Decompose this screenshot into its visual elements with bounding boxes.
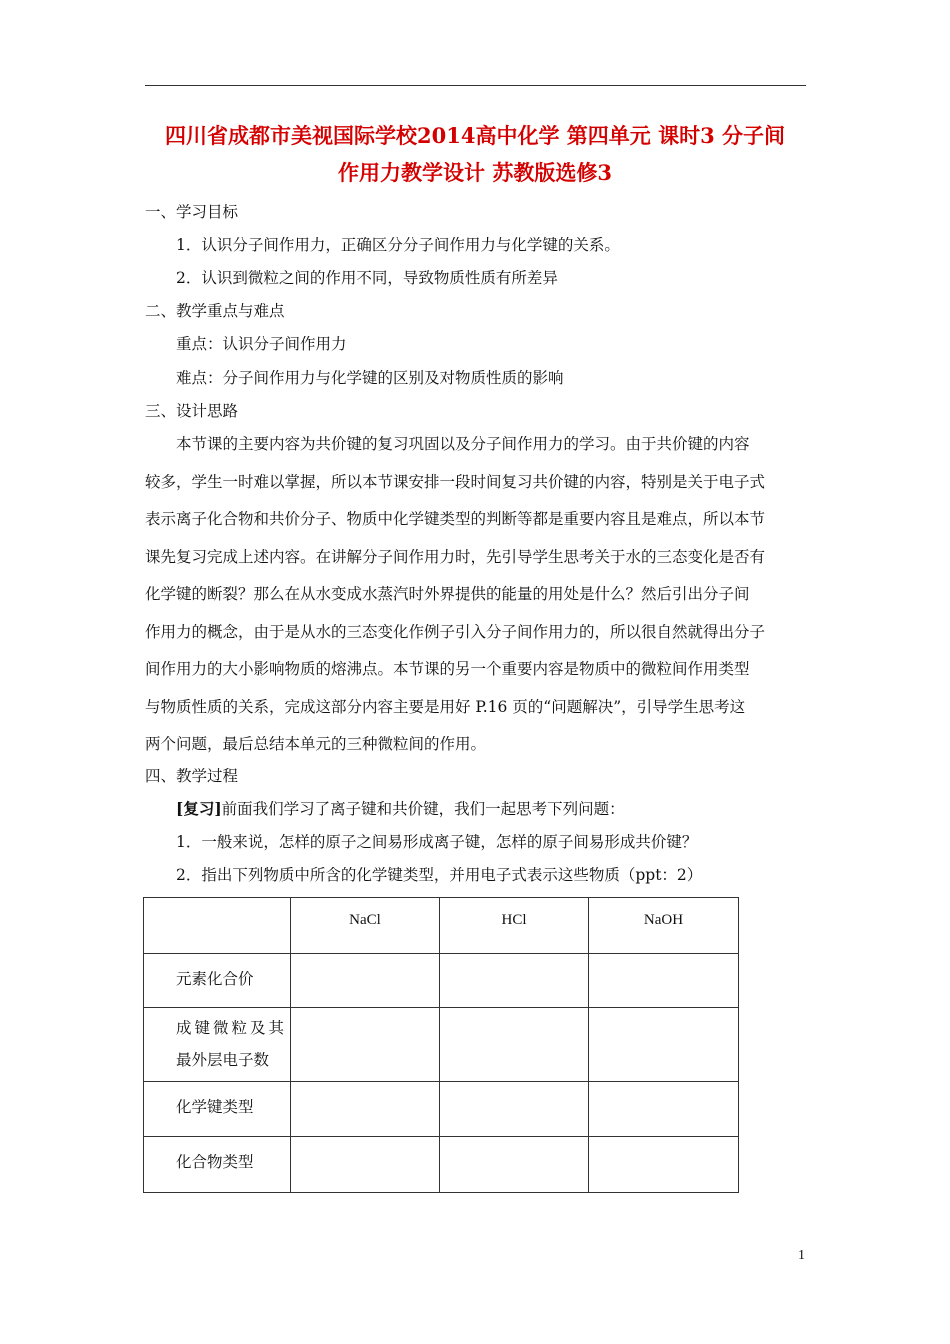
column-header-hcl: HCl [440, 898, 589, 954]
row-label-particles-line-2: 最外层电子数 [176, 1051, 270, 1069]
paragraph-line: 作用力的概念，由于是从水的三态变化作例子引入分子间作用力的，所以很自然就得出分子 [145, 622, 766, 641]
paragraph-line: 两个问题，最后总结本单元的三种微粒间的作用。 [145, 735, 487, 753]
review-text: 前面我们学习了离子键和共价键，我们一起思考下列问题： [221, 800, 625, 818]
section-3-heading: 三、设计思路 [145, 402, 239, 420]
row-label-compound-type: 化合物类型 [144, 1137, 291, 1193]
bond-table [143, 897, 739, 1193]
question-1: 1．一般来说，怎样的原子之间易形成离子键，怎样的原子间易形成共价键？ [176, 833, 698, 851]
table-row [144, 1137, 739, 1193]
paragraph-line: 较多，学生一时难以掌握，所以本节课安排一段时间复习共价键的内容，特别是关于电子式 [145, 472, 766, 491]
table-cell [589, 1137, 739, 1193]
key-point: 重点：认识分子间作用力 [176, 335, 347, 353]
table-cell [589, 1082, 739, 1137]
paragraph-line: 与物质性质的关系，完成这部分内容主要是用好 P.16 页的“问题解决”，引导学生思考这 [145, 697, 746, 716]
table-cell [291, 954, 440, 1008]
objective-2: 2．认识到微粒之间的作用不同，导致物质性质有所差异 [176, 269, 558, 287]
paragraph-line: 间作用力的大小影响物质的熔沸点。本节课的另一个重要内容是物质中的微粒间作用类型 [145, 660, 750, 678]
header-rule [145, 85, 806, 86]
review-tag: [复习] [176, 799, 222, 818]
question-2: 2．指出下列物质中所含的化学键类型，并用电子式表示这些物质（ppt：2） [176, 866, 703, 884]
section-1-heading: 一、学习目标 [145, 203, 239, 221]
section-2-heading: 二、教学重点与难点 [145, 302, 285, 320]
paragraph-line: 课先复习完成上述内容。在讲解分子间作用力时，先引导学生思考关于水的三态变化是否有 [145, 547, 766, 566]
title-line-2: 作用力教学设计 苏教版选修3 [338, 160, 612, 185]
table-cell [589, 954, 739, 1008]
page-number: 1 [798, 1248, 805, 1263]
table-cell [440, 954, 589, 1008]
table-header-row [144, 898, 739, 954]
title-line-1: 四川省成都市美视国际学校2014高中化学 第四单元 课时3 分子间 [165, 123, 785, 148]
design-paragraph [145, 434, 807, 772]
table-corner-cell [144, 898, 291, 954]
section-4-heading: 四、教学过程 [145, 767, 239, 785]
paragraph-line: 表示离子化合物和共价分子、物质中化学键类型的判断等都是重要内容且是难点，所以本节 [145, 510, 766, 528]
table-cell [589, 1008, 739, 1082]
row-label-valence: 元素化合价 [144, 954, 291, 1008]
table-cell [291, 1008, 440, 1082]
table-cell [440, 1082, 589, 1137]
row-label-particles-line-1: 成键微粒及其 [176, 1019, 288, 1037]
objective-1: 1．认识分子间作用力，正确区分分子间作用力与化学键的关系。 [176, 236, 620, 254]
paragraph-line: 化学键的断裂？那么在从水变成水蒸汽时外界提供的能量的用处是什么？然后引出分子间 [145, 585, 750, 603]
review-line [176, 799, 625, 819]
table-cell [291, 1137, 440, 1193]
difficult-point: 难点：分子间作用力与化学键的区别及对物质性质的影响 [176, 369, 564, 387]
table-row [144, 1082, 739, 1137]
table-cell [440, 1008, 589, 1082]
row-label-particles [144, 1008, 291, 1082]
table-row [144, 1008, 739, 1082]
table-cell [440, 1137, 589, 1193]
table-cell [291, 1082, 440, 1137]
table-row [144, 954, 739, 1008]
column-header-naoh: NaOH [589, 898, 739, 954]
column-header-nacl: NaCl [291, 898, 440, 954]
row-label-bond-type: 化学键类型 [144, 1082, 291, 1137]
paragraph-line: 本节课的主要内容为共价键的复习巩固以及分子间作用力的学习。由于共价键的内容 [176, 435, 750, 453]
